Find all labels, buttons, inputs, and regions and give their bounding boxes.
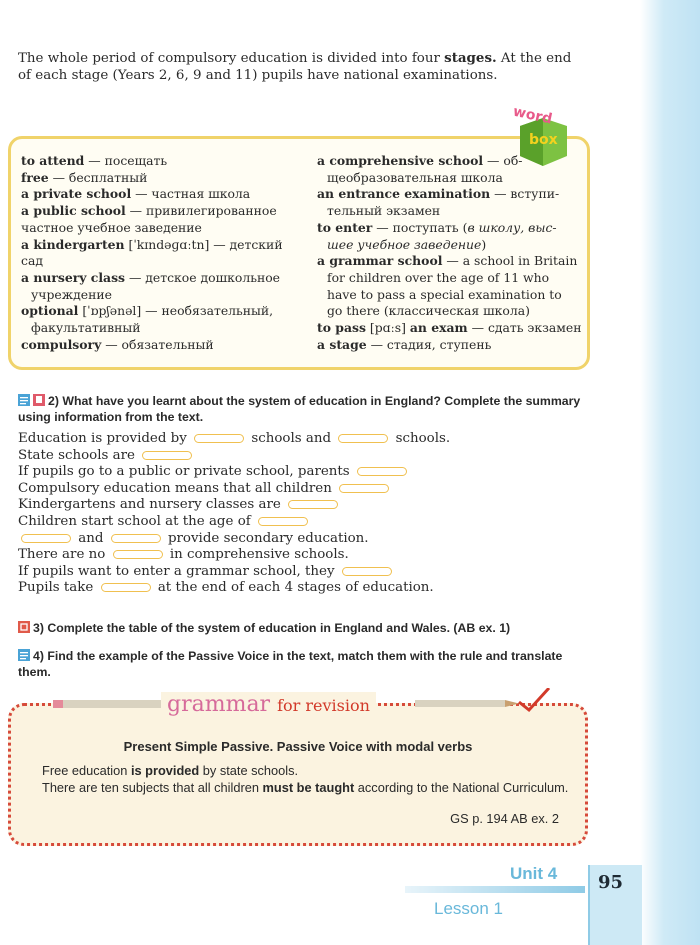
word-box-entry: [317, 287, 587, 304]
word-box-translation: — поступать (: [372, 219, 468, 235]
word-box-translation: — обязательный: [101, 336, 214, 352]
summary-text: schools and: [247, 431, 336, 446]
answer-blank[interactable]: [101, 583, 151, 592]
task-4: [18, 648, 583, 680]
word-box-entry: [21, 220, 306, 237]
word-box-entry: [317, 253, 587, 270]
page-edge-shade: [640, 0, 700, 945]
summary-line: [18, 580, 578, 597]
footer-bar: [405, 886, 585, 893]
word-box-term: free: [21, 169, 49, 185]
summary-line: [18, 564, 578, 581]
word-box-entry: [21, 237, 306, 254]
intro-text-2: At the end of each stage (Years 2, 6, 9 and 11) pupils have national examinations.: [18, 51, 572, 83]
word-box-entry: [21, 337, 306, 354]
lesson-label: Lesson 1: [434, 899, 503, 918]
summary-text: Compulsory education means that all children: [18, 480, 337, 496]
word-box-translation: for children over the age of 11 who: [327, 269, 550, 285]
summary-line: [18, 464, 578, 481]
word-box-translation: — a school in Britain: [442, 253, 578, 269]
task-3: [18, 620, 583, 636]
word-box-entry: [317, 237, 587, 254]
task-3-title: 3) Complete the table of the system of education in England and Wales. (AB ex. 1): [33, 621, 511, 635]
summary-line: [18, 514, 578, 531]
word-box-entry: [317, 303, 587, 320]
word-box-term: to attend: [21, 153, 85, 168]
task-2-title: 2) What have you learnt about the system of education in England? Complete the summary using information from the text.: [18, 394, 581, 424]
word-box-term: a grammar school: [317, 253, 443, 269]
word-box-translation: ): [481, 236, 487, 252]
grammar-title: [161, 692, 376, 717]
word-box-translation: частное учебное заведение: [21, 219, 202, 235]
word-box-translation: [pɑːs]: [365, 320, 410, 336]
summary-line: [18, 531, 578, 548]
word-box-entry: [21, 153, 306, 170]
word-box-translation: щеобразовательная школа: [327, 169, 503, 185]
answer-blank[interactable]: [339, 484, 389, 493]
answer-blank[interactable]: [342, 567, 392, 576]
grammar-example-2: There are ten subjects that all children must be taught according to the National Curriculum.: [42, 780, 569, 795]
word-box-translation: [ˈɒpʃənəl] — необязательный,: [78, 303, 274, 319]
summary-line: [18, 431, 578, 448]
word-box-term: a kindergarten: [21, 236, 125, 252]
word-box-translation: сад: [21, 253, 43, 269]
word-box-term: a stage: [317, 336, 367, 352]
grammar-reference: GS p. 194 AB ex. 2: [450, 811, 559, 826]
summary-line: [18, 481, 578, 498]
word-box-translation: — стадия, ступень: [366, 336, 492, 352]
word-box-entry: [21, 320, 306, 337]
answer-blank[interactable]: [142, 451, 192, 460]
word-box-translation: — вступи-: [490, 186, 560, 202]
word-box-term: an exam: [409, 320, 468, 336]
word-box-translation: — посещать: [84, 153, 168, 168]
word-box-note: в школу, выс-: [467, 219, 557, 235]
word-box-translation: — бесплатный: [48, 169, 148, 185]
word-box-entry: [317, 220, 587, 237]
word-box-translation: — об-: [483, 153, 523, 168]
word-box-term: an entrance examination: [317, 186, 491, 202]
unit-label: Unit 4: [510, 864, 558, 883]
word-box-entry: [317, 320, 587, 337]
summary-text: Children start school at the age of: [18, 513, 255, 529]
text-icon: [18, 394, 30, 406]
word-box-term: compulsory: [21, 336, 102, 352]
word-box-entry: [21, 170, 306, 187]
word-box: [8, 136, 590, 370]
word-box-translation: — привилегированное: [125, 203, 277, 219]
grammar-example-1: Free education is provided by state schools.: [42, 763, 299, 778]
task-2: [18, 393, 583, 425]
word-box-term: a nursery class: [21, 269, 126, 285]
workbook-icon: [18, 621, 30, 633]
summary-text: State schools are: [18, 447, 140, 463]
word-box-left-column: [21, 153, 306, 353]
summary-text: schools.: [391, 431, 451, 446]
summary-line: [18, 497, 578, 514]
word-box-translation: факультативный: [31, 320, 141, 336]
word-box-translation: — частная школа: [131, 186, 251, 202]
word-box-entry: [21, 303, 306, 320]
badge-box: box: [529, 132, 558, 148]
word-box-term: a public school: [21, 203, 126, 219]
word-box-translation: — детское дошкольное: [125, 269, 281, 285]
answer-blank[interactable]: [194, 434, 244, 443]
pencil-check-icon: [415, 688, 555, 714]
word-box-term: to enter: [317, 219, 373, 235]
task-4-title: 4) Find the example of the Passive Voice in the text, match them with the rule and translate them.: [18, 649, 563, 679]
word-box-right-column: [317, 153, 587, 353]
word-box-entry: [317, 186, 587, 203]
word-box-note: шее учебное заведение: [327, 236, 482, 252]
summary-text: in comprehensive schools.: [165, 547, 349, 563]
answer-blank[interactable]: [258, 517, 308, 526]
word-box-entry: [317, 203, 587, 220]
answer-blank[interactable]: [21, 534, 71, 543]
word-box-translation: [ˈkɪndəɡɑːtn] — детский: [124, 236, 283, 252]
intro-text-1: The whole period of compulsory education is divided into four: [18, 51, 440, 66]
grammar-examples: [42, 762, 572, 796]
summary-text: Kindergartens and nursery classes are: [18, 497, 286, 513]
badge-word: word: [511, 104, 554, 128]
summary-text: Pupils take: [18, 580, 98, 596]
text-icon: [18, 649, 30, 661]
summary-line: [18, 448, 578, 465]
page-number: 95: [598, 872, 624, 893]
answer-blank[interactable]: [338, 434, 388, 443]
summary-text: Education is provided by: [18, 431, 192, 446]
summary-line: [18, 547, 578, 564]
word-box-entry: [21, 186, 306, 203]
word-box-entry: [317, 337, 587, 354]
word-box-term: a private school: [21, 186, 132, 202]
pencil-left-icon: [51, 694, 171, 714]
answer-blank[interactable]: [288, 500, 338, 509]
intro-bold-stages: stages.: [444, 50, 497, 66]
word-box-entry: [21, 253, 306, 270]
word-box-translation: have to pass a special examination to: [327, 286, 562, 302]
answer-blank[interactable]: [113, 550, 163, 559]
word-box-entry: [21, 287, 306, 304]
summary-text: There are no: [18, 547, 110, 563]
grammar-title-main: grammar: [167, 692, 271, 717]
word-box-entry: [21, 203, 306, 220]
word-box-entry: [21, 270, 306, 287]
grammar-heading: Present Simple Passive. Passive Voice with modal verbs: [123, 739, 473, 754]
word-box-badge-icon: [505, 104, 580, 174]
word-box-term: to pass: [317, 320, 366, 336]
word-box-entry: [317, 270, 587, 287]
word-box-translation: — сдать экзамен: [467, 320, 582, 336]
summary-text: at the end of each 4 stages of education.: [153, 580, 434, 596]
summary-text: provide secondary education.: [163, 530, 369, 546]
summary-text: If pupils want to enter a grammar school, they: [18, 563, 339, 579]
summary-text: and: [74, 530, 108, 546]
word-box-term: optional: [21, 303, 79, 319]
answer-blank[interactable]: [357, 467, 407, 476]
grammar-title-sub: for revision: [277, 696, 370, 715]
summary-exercise: [18, 431, 578, 597]
summary-text: If pupils go to a public or private school, parents: [18, 464, 354, 480]
word-box-term: a comprehensive school: [317, 153, 484, 168]
word-box-translation: тельный экзамен: [327, 203, 441, 219]
word-box-translation: учреждение: [31, 286, 112, 302]
speaking-icon: [33, 394, 45, 406]
answer-blank[interactable]: [111, 534, 161, 543]
intro-paragraph: [18, 50, 588, 84]
grammar-box: [8, 692, 588, 846]
word-box-translation: go there (классическая школа): [327, 303, 530, 319]
